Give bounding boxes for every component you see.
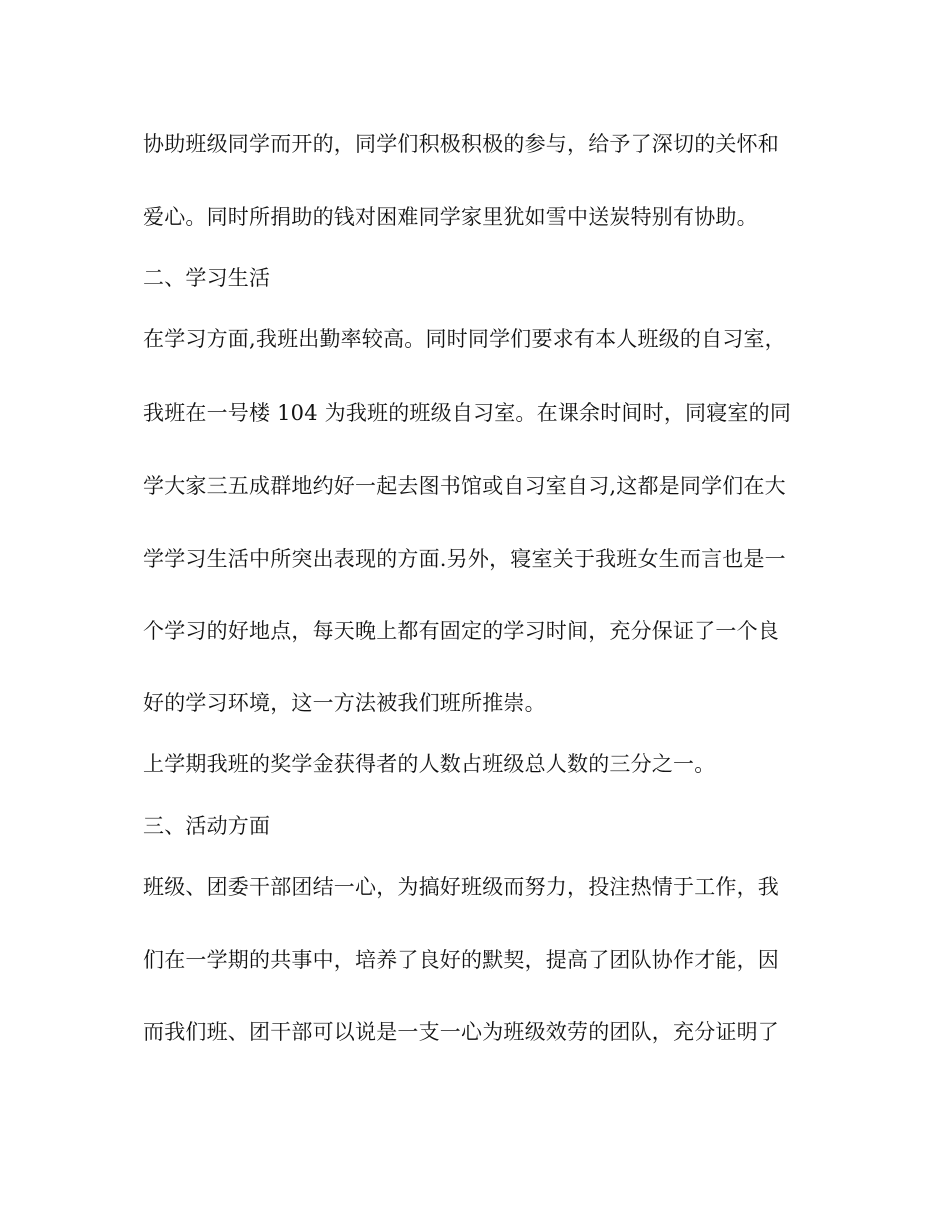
text-line-7: 学学习生活中所突出表现的方面.另外，寝室关于我班女生而言也是一	[143, 547, 786, 571]
text-line-14: 而我们班、团干部可以说是一支一心为班级效劳的团队，充分证明了	[143, 1020, 779, 1044]
text-line-1: 协助班级同学而开的，同学们积极积极的参与，给予了深切的关怀和	[143, 132, 779, 156]
text-line-10: 上学期我班的奖学金获得者的人数占班级总人数的三分之一。	[143, 752, 716, 776]
text-line-2: 爱心。同时所捐助的钱对困难同学家里犹如雪中送炭特别有协助。	[143, 205, 758, 229]
text-line-8: 个学习的好地点，每天晚上都有固定的学习时间，充分保证了一个良	[143, 619, 779, 643]
text-line-13: 们在一学期的共事中，培养了良好的默契，提高了团队协作才能，因	[143, 948, 779, 972]
text-line-4: 在学习方面,我班出勤率较高。同时同学们要求有本人班级的自习室，	[143, 327, 786, 351]
text-line-5: 我班在一号楼 104 为我班的班级自习室。在课余时间时，同寝室的同	[143, 401, 792, 425]
text-line-9: 好的学习环境，这一方法被我们班所推崇。	[143, 691, 546, 715]
section-heading-study-life: 二、学习生活	[143, 266, 271, 290]
text-line-12: 班级、团委干部团结一心，为搞好班级而努力，投注热情于工作，我	[143, 875, 779, 899]
section-heading-activities: 三、活动方面	[143, 814, 271, 838]
text-line-6: 学大家三五成群地约好一起去图书馆或自习室自习,这都是同学们在大	[143, 474, 786, 498]
